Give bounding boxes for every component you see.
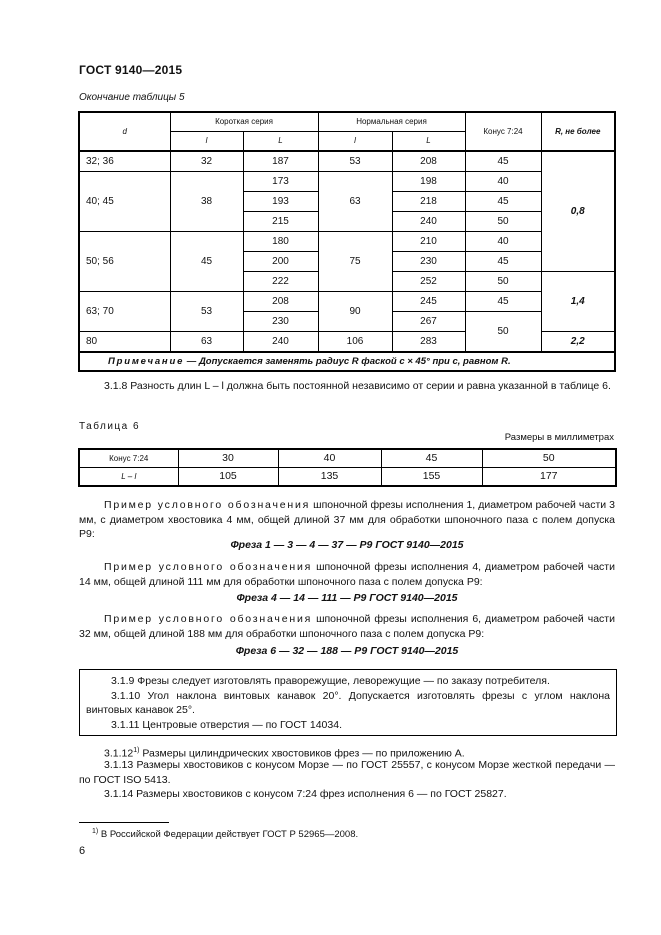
table6-row2-label: L – l — [79, 468, 178, 487]
table-6 — [78, 448, 617, 487]
footnote-mark: 1) — [92, 828, 99, 835]
paragraph-3-1-13: 3.1.13 Размеры хвостовиков с конусом Морзе — по ГОСТ 25557, с конусом Морзе жесткой передачи — по ГОСТ ISO 5413. — [79, 759, 615, 786]
header-R: R, не более — [541, 112, 615, 151]
table-cell: 40 — [278, 449, 381, 468]
footnote-divider — [79, 822, 169, 823]
paragraph-3-1-8: 3.1.8 Разность длин L – l должна быть постоянной независимо от серии и равна указанной в таблице 6. — [104, 380, 611, 392]
table-cell: 155 — [381, 468, 482, 487]
page-number: 6 — [79, 845, 86, 857]
table-cell: 210 — [392, 232, 465, 252]
example-text: шпоночной фрезы исполнения 1, диаметром рабочей части 3 мм, с диаметром хвостовика 4 мм, общей длиной 37 мм для обработки шпоночного паза с полем допуска Р9: — [79, 499, 616, 540]
table-cell: 40 — [465, 172, 541, 192]
boxed-requirements — [79, 669, 617, 736]
table-cell: 230 — [392, 252, 465, 272]
paragraph-text: Размеры цилиндрических хвостовиков фрез — по приложению А. — [139, 747, 465, 760]
table-cell: 252 — [392, 272, 465, 292]
designation-3: Фреза 6 — 32 — 188 — Р9 ГОСТ 9140—2015 — [235, 645, 459, 657]
table-cell: 45 — [465, 192, 541, 212]
table-cell: 208 — [243, 292, 318, 312]
designation-1: Фреза 1 — 3 — 4 — 37 — Р9 ГОСТ 9140—2015 — [230, 539, 464, 551]
table-cell: 105 — [178, 468, 278, 487]
note-label: Примечание — [108, 355, 185, 367]
table-cell: 45 — [465, 151, 541, 172]
header-d: d — [79, 112, 170, 151]
designation-2: Фреза 4 — 14 — 111 — Р9 ГОСТ 9140—2015 — [236, 592, 458, 604]
table-cell: 63 — [318, 172, 392, 232]
table5-note — [79, 352, 615, 371]
table6-caption: Таблица 6 — [79, 421, 141, 432]
table-cell: 173 — [243, 172, 318, 192]
table-cell: 135 — [278, 468, 381, 487]
table-cell: 63; 70 — [79, 292, 170, 332]
table-cell: 240 — [243, 332, 318, 353]
header-cone: Конус 7:24 — [465, 112, 541, 151]
table-cell: 193 — [243, 192, 318, 212]
table6-row1-label: Конус 7:24 — [79, 449, 178, 468]
table-cell: 177 — [482, 468, 616, 487]
header-normal-L: L — [392, 132, 465, 152]
table6-units: Размеры в миллиметрах — [504, 432, 614, 443]
example-text: шпоночной фрезы исполнения 4, диаметром рабочей части 14 мм, общей длиной 111 мм для обработки шпоночного паза с полем допуска Р9: — [79, 561, 615, 588]
example-3 — [79, 612, 615, 641]
example-1 — [79, 498, 615, 542]
table-cell: 218 — [392, 192, 465, 212]
table-cell: 45 — [465, 252, 541, 272]
table-cell: 40; 45 — [79, 172, 170, 232]
table-cell: 50; 56 — [79, 232, 170, 292]
example-lead: Пример условного обозначения — [104, 499, 311, 511]
table-cell: 283 — [392, 332, 465, 353]
table-cell: 200 — [243, 252, 318, 272]
example-lead: Пример условного обозначения — [104, 613, 313, 625]
footnote-ref: 1) — [133, 747, 140, 754]
table-cell: 198 — [392, 172, 465, 192]
header-normal-series: Нормальная серия — [318, 112, 465, 132]
example-text: шпоночной фрезы исполнения 6, диаметром рабочей части 32 мм, общей длиной 188 мм для обработки шпоночного паза с полем допуска Р9: — [79, 613, 615, 640]
table-cell: 208 — [392, 151, 465, 172]
example-2 — [79, 560, 615, 589]
table-cell: 106 — [318, 332, 392, 353]
note-text: — Допускается заменять радиус R фаской с × 45° при с, равном R. — [184, 355, 511, 367]
paragraph-3-1-9: 3.1.9 Фрезы следует изготовлять праворежущие, леворежущие — по заказу потребителя. — [111, 675, 550, 687]
footnote-text: В Российской Федерации действует ГОСТ Р 52965—2008. — [98, 829, 359, 841]
table-cell: 30 — [178, 449, 278, 468]
table-cell: 32 — [170, 151, 243, 172]
table-cell: 245 — [392, 292, 465, 312]
table-cell: 215 — [243, 212, 318, 232]
table-5 — [78, 111, 616, 372]
table-cell: 50 — [482, 449, 616, 468]
header-short-series: Короткая серия — [170, 112, 318, 132]
table-cell: 45 — [170, 232, 243, 292]
header-short-l: l — [170, 132, 243, 152]
header-normal-l: l — [318, 132, 392, 152]
table-cell: 38 — [170, 172, 243, 232]
table-cell: 230 — [243, 312, 318, 332]
table-cell: 53 — [170, 292, 243, 332]
table-cell: 53 — [318, 151, 392, 172]
table-cell: 32; 36 — [79, 151, 170, 172]
table-cell: 187 — [243, 151, 318, 172]
table-cell: 45 — [381, 449, 482, 468]
table-cell: 90 — [318, 292, 392, 332]
table5-caption: Окончание таблицы 5 — [79, 92, 185, 103]
paragraph-3-1-14: 3.1.14 Размеры хвостовиков с конусом 7:24 фрез исполнения 6 — по ГОСТ 25827. — [104, 788, 507, 800]
table-cell: 50 — [465, 272, 541, 292]
table-cell: 45 — [465, 292, 541, 312]
table-cell-R: 1,4 — [541, 272, 615, 332]
paragraph-3-1-10: 3.1.10 Угол наклона винтовых канавок 20°. Допускается изготовлять фрезы с углом наклона винтовых канавок 25°. — [86, 689, 610, 716]
table-cell-R: 0,8 — [541, 151, 615, 272]
table-cell: 80 — [79, 332, 170, 353]
table-cell: 50 — [465, 312, 541, 353]
table-cell: 180 — [243, 232, 318, 252]
table-cell: 63 — [170, 332, 243, 353]
table-cell: 240 — [392, 212, 465, 232]
example-lead: Пример условного обозначения — [104, 561, 313, 573]
table-cell: 50 — [465, 212, 541, 232]
footnote — [92, 828, 358, 840]
table-cell: 75 — [318, 232, 392, 292]
table-cell: 267 — [392, 312, 465, 332]
paragraph-3-1-11: 3.1.11 Центровые отверстия — по ГОСТ 14034. — [111, 718, 342, 731]
table-cell: 40 — [465, 232, 541, 252]
table-cell: 222 — [243, 272, 318, 292]
table-cell-R: 2,2 — [541, 332, 615, 353]
document-header: ГОСТ 9140—2015 — [79, 63, 183, 77]
header-short-L: L — [243, 132, 318, 152]
paragraph-number: 3.1.12 — [104, 747, 134, 760]
